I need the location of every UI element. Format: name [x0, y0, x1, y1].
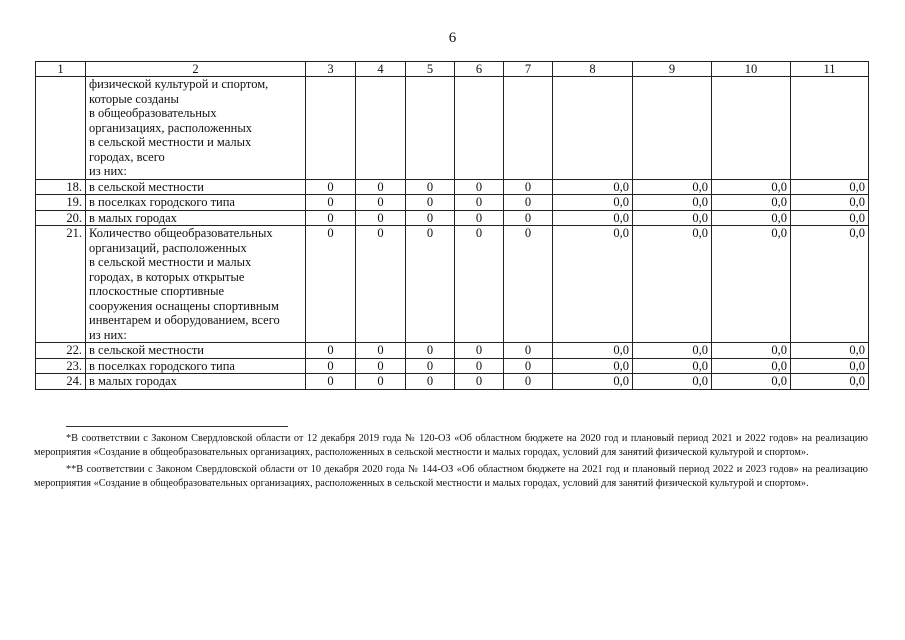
- value-cell-col-10: 0,0: [712, 179, 791, 195]
- value-cell-col-9: 0,0: [633, 374, 712, 390]
- value-cell-col-10: 0,0: [712, 358, 791, 374]
- value-cell-col-7: 0: [504, 343, 553, 359]
- row-number: 23.: [36, 358, 86, 374]
- value-cell-col-11: [791, 77, 869, 180]
- value-cell-col-3: [306, 77, 356, 180]
- value-cell-col-7: 0: [504, 226, 553, 343]
- value-cell-col-7: [504, 77, 553, 180]
- value-cell-col-3: 0: [306, 226, 356, 343]
- value-cell-col-7: 0: [504, 195, 553, 211]
- value-cell-col-9: 0,0: [633, 179, 712, 195]
- row-description: в сельской местности: [86, 179, 306, 195]
- data-table: [35, 61, 869, 390]
- value-cell-col-4: 0: [356, 374, 406, 390]
- value-cell-col-11: 0,0: [791, 343, 869, 359]
- value-cell-col-10: [712, 77, 791, 180]
- value-cell-col-11: 0,0: [791, 358, 869, 374]
- column-header-5: 5: [406, 62, 455, 77]
- column-header-9: 9: [633, 62, 712, 77]
- row-number: 18.: [36, 179, 86, 195]
- value-cell-col-8: 0,0: [553, 358, 633, 374]
- value-cell-col-3: 0: [306, 374, 356, 390]
- value-cell-col-6: 0: [455, 210, 504, 226]
- value-cell-col-8: 0,0: [553, 343, 633, 359]
- row-description: Количество общеобразовательных организаций, расположенных в сельской местности и малых городах, в которых открытые плоскостные спортивные сооружения оснащены спортивным инвентарем и оборудованием, всего из них:: [86, 226, 306, 343]
- value-cell-col-4: 0: [356, 343, 406, 359]
- value-cell-col-3: 0: [306, 358, 356, 374]
- row-number: 21.: [36, 226, 86, 343]
- row-number: [36, 77, 86, 180]
- column-header-2: 2: [86, 62, 306, 77]
- table-row: [36, 210, 869, 226]
- column-header-7: 7: [504, 62, 553, 77]
- value-cell-col-9: 0,0: [633, 343, 712, 359]
- value-cell-col-8: 0,0: [553, 374, 633, 390]
- row-number: 19.: [36, 195, 86, 211]
- footnote-2: **В соответствии с Законом Свердловской области от 10 декабря 2020 года № 144-ОЗ «Об областном бюджете на 2021 год и плановый период 2022 и 2023 годов» на реализацию мероприятия «Создание в общеобразовательных организациях, расположенных в сельской местности и малых городах, условий для занятий физической культурой и спортом».: [34, 463, 868, 489]
- value-cell-col-10: 0,0: [712, 210, 791, 226]
- table-row: [36, 358, 869, 374]
- table-row: [36, 77, 869, 180]
- value-cell-col-6: 0: [455, 226, 504, 343]
- value-cell-col-4: 0: [356, 358, 406, 374]
- value-cell-col-9: 0,0: [633, 226, 712, 343]
- value-cell-col-5: 0: [406, 374, 455, 390]
- value-cell-col-10: 0,0: [712, 226, 791, 343]
- value-cell-col-6: 0: [455, 374, 504, 390]
- value-cell-col-4: 0: [356, 226, 406, 343]
- table-row: [36, 343, 869, 359]
- column-header-3: 3: [306, 62, 356, 77]
- column-header-1: 1: [36, 62, 86, 77]
- value-cell-col-11: 0,0: [791, 374, 869, 390]
- value-cell-col-7: 0: [504, 179, 553, 195]
- value-cell-col-4: 0: [356, 179, 406, 195]
- value-cell-col-9: 0,0: [633, 195, 712, 211]
- footnotes: [34, 432, 868, 493]
- value-cell-col-3: 0: [306, 195, 356, 211]
- value-cell-col-5: 0: [406, 226, 455, 343]
- row-description: физической культурой и спортом, которые созданы в общеобразовательных организациях, расположенных в сельской местности и малых городах, всего из них:: [86, 77, 306, 180]
- value-cell-col-5: 0: [406, 195, 455, 211]
- value-cell-col-8: 0,0: [553, 210, 633, 226]
- value-cell-col-9: 0,0: [633, 210, 712, 226]
- value-cell-col-7: 0: [504, 210, 553, 226]
- value-cell-col-11: 0,0: [791, 210, 869, 226]
- value-cell-col-4: [356, 77, 406, 180]
- row-number: 20.: [36, 210, 86, 226]
- value-cell-col-7: 0: [504, 358, 553, 374]
- value-cell-col-9: 0,0: [633, 358, 712, 374]
- table-row: [36, 226, 869, 343]
- column-header-11: 11: [791, 62, 869, 77]
- value-cell-col-5: 0: [406, 343, 455, 359]
- column-header-10: 10: [712, 62, 791, 77]
- value-cell-col-11: 0,0: [791, 226, 869, 343]
- value-cell-col-8: [553, 77, 633, 180]
- value-cell-col-6: 0: [455, 343, 504, 359]
- value-cell-col-8: 0,0: [553, 226, 633, 343]
- value-cell-col-3: 0: [306, 210, 356, 226]
- value-cell-col-10: 0,0: [712, 343, 791, 359]
- value-cell-col-4: 0: [356, 210, 406, 226]
- value-cell-col-4: 0: [356, 195, 406, 211]
- value-cell-col-5: 0: [406, 179, 455, 195]
- value-cell-col-3: 0: [306, 179, 356, 195]
- value-cell-col-10: 0,0: [712, 374, 791, 390]
- value-cell-col-6: [455, 77, 504, 180]
- row-number: 24.: [36, 374, 86, 390]
- value-cell-col-5: [406, 77, 455, 180]
- row-description: в сельской местности: [86, 343, 306, 359]
- row-description: в малых городах: [86, 210, 306, 226]
- value-cell-col-3: 0: [306, 343, 356, 359]
- value-cell-col-6: 0: [455, 195, 504, 211]
- table-body: [36, 62, 869, 390]
- row-number: 22.: [36, 343, 86, 359]
- row-description: в поселках городского типа: [86, 358, 306, 374]
- footnote-1: *В соответствии с Законом Свердловской области от 12 декабря 2019 года № 120-ОЗ «Об областном бюджете на 2020 год и плановый период 2021 и 2022 годов» на реализацию мероприятия «Создание в общеобразовательных организациях, расположенных в сельской местности и малых городах, условий для занятий физической культурой и спортом».: [34, 433, 868, 459]
- row-description: в малых городах: [86, 374, 306, 390]
- value-cell-col-8: 0,0: [553, 195, 633, 211]
- column-header-8: 8: [553, 62, 633, 77]
- table-row: [36, 179, 869, 195]
- table-row: [36, 374, 869, 390]
- value-cell-col-5: 0: [406, 210, 455, 226]
- value-cell-col-6: 0: [455, 179, 504, 195]
- value-cell-col-6: 0: [455, 358, 504, 374]
- table-row: [36, 195, 869, 211]
- value-cell-col-11: 0,0: [791, 195, 869, 211]
- page-number: 6: [448, 30, 457, 46]
- value-cell-col-10: 0,0: [712, 195, 791, 211]
- value-cell-col-8: 0,0: [553, 179, 633, 195]
- column-header-6: 6: [455, 62, 504, 77]
- column-header-4: 4: [356, 62, 406, 77]
- value-cell-col-5: 0: [406, 358, 455, 374]
- value-cell-col-11: 0,0: [791, 179, 869, 195]
- table-header-row: [36, 62, 869, 77]
- footnote-separator: [66, 426, 288, 427]
- value-cell-col-9: [633, 77, 712, 180]
- value-cell-col-7: 0: [504, 374, 553, 390]
- row-description: в поселках городского типа: [86, 195, 306, 211]
